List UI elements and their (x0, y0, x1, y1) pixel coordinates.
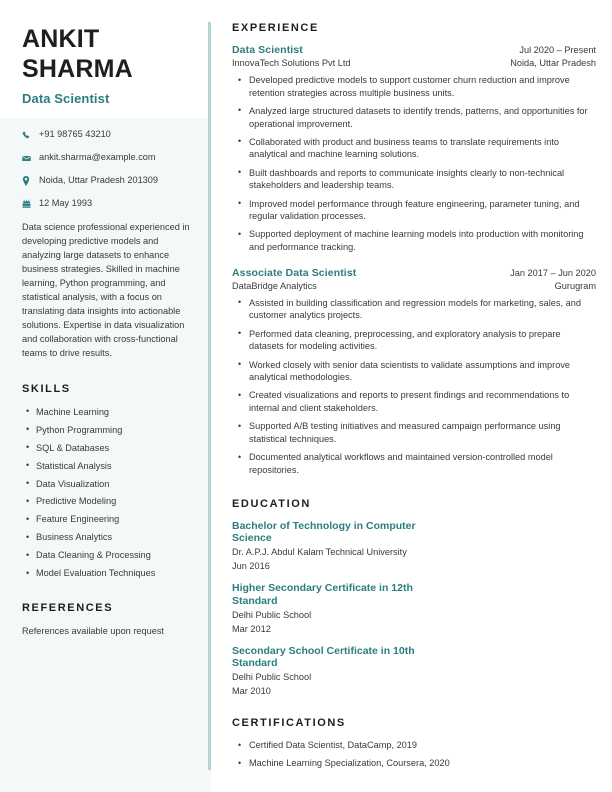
contact-location-value: Noida, Uttar Pradesh 201309 (39, 175, 159, 185)
job-title: Data Scientist (22, 91, 110, 106)
education-date: Mar 2012 (232, 623, 271, 634)
list-item: • Certified Data Scientist, DataCamp, 2019 (249, 739, 596, 752)
contact-phone (22, 129, 193, 141)
education-school: Delhi Public School (232, 672, 312, 683)
list-item: • SQL & Databases (36, 442, 193, 454)
sidebar (0, 0, 211, 792)
full-name (22, 25, 193, 84)
experience-entry-header (232, 44, 596, 56)
list-item: • Data Cleaning & Processing (36, 549, 193, 561)
main-column (232, 0, 596, 776)
job-organization: InnovaTech Solutions Pvt Ltd (232, 58, 351, 68)
skills-heading: SKILLS (22, 382, 71, 395)
list-item: • Statistical Analysis (36, 460, 193, 472)
list-item: • Collaborated with product and business teams to translate requirements into analytical and machine learning solutions. (249, 136, 596, 161)
education-entry (232, 645, 596, 697)
list-item: • Assisted in building classification and regression models for marketing, sales, and customer analytics projects. (249, 297, 596, 322)
name-first-line: ANKIT (22, 25, 100, 53)
job-organization: DataBridge Analytics (232, 280, 317, 291)
job-location: Gurugram (554, 280, 596, 291)
location-pin-icon (22, 175, 36, 187)
name-last-line: SHARMA (22, 54, 133, 83)
list-item: • Developed predictive models to support customer churn reduction and improve retention strategies across multiple business units. (249, 74, 596, 99)
job-location: Noida, Uttar Pradesh (510, 58, 596, 68)
list-item: • Supported A/B testing initiatives and measured campaign performance using statistical techniques. (249, 420, 596, 445)
job-responsibilities-list (232, 74, 596, 254)
job-role: Associate Data Scientist (232, 266, 357, 279)
education-degree: Secondary School Certificate in 10th Standard (232, 644, 415, 670)
birthday-cake-icon (22, 198, 36, 210)
contact-phone-value: +91 98765 43210 (39, 129, 111, 139)
education-date: Mar 2010 (232, 686, 271, 697)
list-item: • Analyzed large structured datasets to identify trends, patterns, and opportunities for operational improvement. (249, 105, 596, 130)
contact-location (22, 175, 193, 187)
list-item: • Documented analytical workflows and maintained version-controlled model repositories. (249, 451, 596, 476)
contact-email-value: ankit.sharma@example.com (39, 152, 156, 162)
list-item: • Predictive Modeling (36, 495, 193, 507)
education-entry (232, 582, 596, 634)
experience-heading: EXPERIENCE (232, 22, 319, 34)
contact-email (22, 152, 193, 164)
list-item: • Created visualizations and reports to present findings and recommendations to internal and client stakeholders. (249, 389, 596, 414)
list-item: • Python Programming (36, 424, 193, 436)
list-item: • Machine Learning Specialization, Coursera, 2020 (249, 757, 596, 770)
job-responsibilities-list (232, 297, 596, 477)
list-item: • Machine Learning (36, 406, 193, 418)
education-entry (232, 520, 596, 572)
list-item: • Feature Engineering (36, 513, 193, 525)
references-text: References available upon request (22, 625, 164, 636)
education-school: Dr. A.P.J. Abdul Kalam Technical University (232, 547, 407, 558)
contact-birthdate-value: 12 May 1993 (39, 198, 93, 208)
profile-summary: Data science professional experienced in developing predictive models and analyzing large datasets to enhance business strategies. Skilled in machine learning, Python programming, and statistical analysis, with a focus on translating data insights into actionable solutions. Expertise in data visualization and collaboration with cross-functional teams to drive results. (22, 222, 190, 358)
contact-birthdate (22, 198, 193, 210)
list-item: • Data Visualization (36, 478, 193, 490)
envelope-icon (22, 152, 36, 164)
experience-entry (232, 44, 596, 254)
certifications-heading: CERTIFICATIONS (232, 717, 346, 730)
education-degree: Higher Secondary Certificate in 12th Standard (232, 582, 413, 607)
list-item: • Supported deployment of machine learning models into production with monitoring and performance tracking. (249, 228, 596, 253)
education-degree: Bachelor of Technology in Computer Science (232, 519, 416, 545)
education-heading: EDUCATION (232, 497, 311, 510)
list-item: • Model Evaluation Techniques (36, 567, 193, 579)
name-block (22, 0, 193, 106)
list-item: • Worked closely with senior data scientists to validate assumptions and improve analytical methodologies. (249, 359, 596, 384)
education-school: Delhi Public School (232, 609, 312, 620)
education-date: Jun 2016 (232, 561, 270, 572)
list-item: • Business Analytics (36, 531, 193, 543)
list-item: • Performed data cleaning, preprocessing, and exploratory analysis to prepare datasets for modeling activities. (249, 328, 596, 353)
job-dates: Jul 2020 – Present (519, 45, 596, 55)
certifications-list (232, 739, 596, 770)
skills-list (22, 406, 193, 580)
experience-entry-header (232, 267, 596, 279)
experience-entry-subheader (232, 58, 596, 68)
list-item: • Improved model performance through feature engineering, parameter tuning, and regular validation processes. (249, 198, 596, 223)
job-dates: Jan 2017 – Jun 2020 (510, 267, 596, 278)
experience-entry-subheader (232, 281, 596, 291)
list-item: • Built dashboards and reports to communicate insights clearly to non-technical stakeholders and leadership teams. (249, 167, 596, 192)
job-role: Data Scientist (232, 44, 303, 56)
experience-entry (232, 267, 596, 477)
references-heading: REFERENCES (22, 601, 114, 614)
phone-icon (22, 129, 36, 141)
contact-list (22, 129, 193, 210)
